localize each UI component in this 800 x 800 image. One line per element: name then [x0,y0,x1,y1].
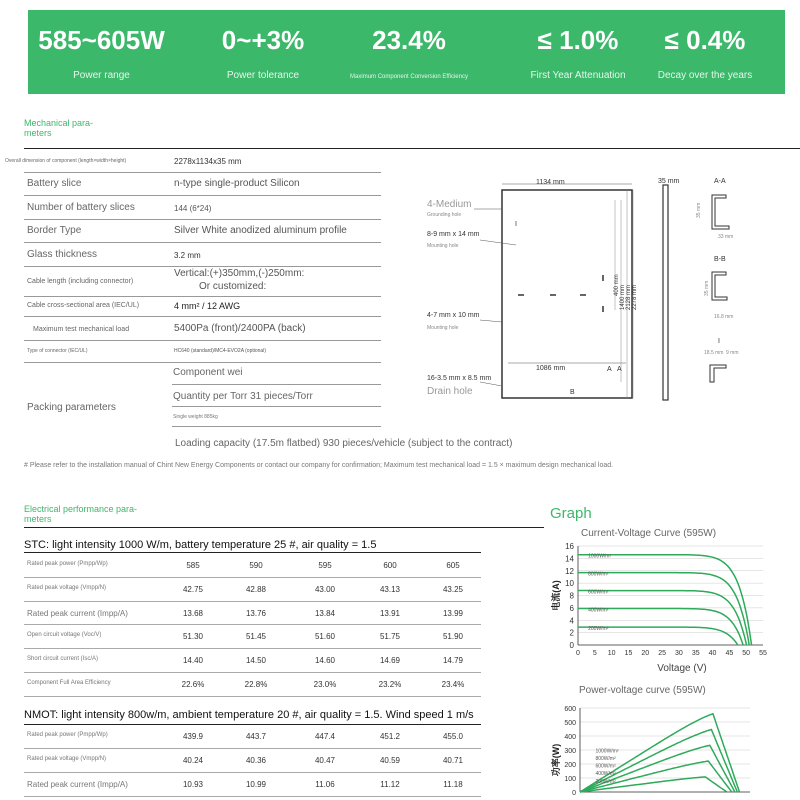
bottom-width-label: 1086 mm [536,365,566,372]
y-tick-label: 16 [565,542,574,551]
packing-item-text: Single weight 885kg [173,414,218,420]
row-value: Silver White anodized aluminum profile [174,225,347,236]
kpi-label: Power tolerance [226,70,300,81]
series-label: 1000W/m² [595,748,619,755]
row-value: 51.30 [182,632,204,642]
row-value: 13.91 [379,608,401,618]
row-value: 13.84 [314,608,336,618]
mechanical-title-line2: meters [24,128,52,138]
mechanical-title-line1: Mechanical para- [24,118,94,128]
kpi-label: Maximum Component Conversion Efficiency [350,74,468,80]
i-dim-a: 18.5 mm [704,350,724,356]
kpi-value: 23.4% [372,25,446,55]
row-key: Border Type [27,225,82,236]
row-value: 14.79 [442,656,464,666]
y-axis-label: 功率(W) [551,743,561,777]
iv-chart [545,538,785,678]
kpi-value: 585~605W [38,25,165,55]
x-tick-label: 55 [759,650,767,657]
height-2278-label: 2278 mm [632,284,638,310]
aa-width: 33 mm [718,234,734,240]
iv-chart-title: Current-Voltage Curve (595W) [581,528,717,539]
row-value: 10.99 [245,780,267,789]
row-value: 11.18 [443,780,463,789]
y-tick-label: 2 [569,628,574,638]
table-row [24,673,481,697]
row-value: 22.8% [244,680,268,689]
mark-a: A [607,366,612,373]
packing-item-text: Quantity per Torr 31 pieces/Torr [173,391,313,402]
series-label: 800W/m² [588,571,609,578]
row-key: Number of battery slices [27,202,135,213]
row-value: 22.6% [181,680,205,689]
series-label: 600W/m² [595,763,616,770]
aa-height: 35 mm [696,202,702,218]
row-value: 40.24 [182,756,204,765]
kpi-value: ≤ 0.4% [664,25,746,55]
row-value: 10.93 [182,780,204,789]
kpi-efficiency [339,25,479,80]
stc-heading: STC: light intensity 1000 W/m, battery temperature 25 #, air quality = 1.5 [24,539,377,551]
y-tick-label: 14 [565,554,574,564]
table-row [24,578,481,602]
row-value: 51.75 [379,632,401,642]
row-value: 40.36 [245,756,267,765]
x-tick-label: 25 [658,650,666,657]
x-tick-label: 20 [641,650,650,657]
kpi-label: Power range [73,70,130,81]
table-rule [24,552,481,553]
packing-item [172,407,381,427]
pv-chart [545,694,785,800]
series-label: 800W/m² [595,756,616,763]
row-value: 43.00 [314,584,336,594]
iv-series-line [578,591,747,646]
packing-item-text: Loading capacity (17.5m flatbed) 930 pieces/vehicle (subject to the contract) [175,438,513,449]
row-value: 13.68 [182,608,204,618]
table-row [24,725,481,749]
y-tick-label: 600 [564,706,576,713]
packing-key: Packing parameters [27,402,116,413]
packing-item [172,385,381,407]
row-value: HC640 (standard)/MC4-EVO2A (optional) [174,348,266,354]
row-value: 14.50 [245,656,267,666]
kpi-value: ≤ 1.0% [537,25,619,55]
row-value: 23.4% [441,680,465,689]
row-value: 51.90 [442,632,464,642]
series-label: 1000W/m² [588,553,612,560]
kpi-power-tolerance [203,25,323,81]
diagram-drawing [420,170,800,410]
table-row [5,150,381,173]
mount2-sub: Mounting hole [427,325,459,331]
y-tick-label: 300 [564,748,576,755]
row-value: 451.2 [379,732,401,741]
series-label: 600W/m² [588,589,609,596]
mark-b: B [570,389,575,396]
row-value: 14.40 [182,656,204,666]
row-value: 2278x1134x35 mm [174,157,242,166]
section-rule [24,527,544,528]
kpi-value: 0~+3% [221,25,305,55]
x-tick-label: 40 [708,650,717,657]
drain-label: 16-3.5 mm x 8.5 mm [427,375,492,382]
mark-a: A [617,366,622,373]
height-2128-label: 2128 mm [626,284,632,310]
kpi-label: Decay over the years [657,70,753,81]
row-value: 585 [186,561,200,570]
mark-i: I [515,221,517,228]
y-axis-label: 电流(A) [551,580,561,611]
table-row [24,602,481,626]
table-row [24,649,481,673]
grounding-sub: Grounding hole [427,212,462,218]
y-tick-label: 10 [565,579,574,589]
row-value: 447.4 [314,732,336,741]
row-key: Type of connector (IEC/UL) [27,348,88,354]
kpi-label: First Year Attenuation [530,70,626,81]
row-value: 40.59 [379,756,401,765]
table-row [24,773,481,797]
row-key: Cable cross-sectional area (IEC/UL) [27,302,140,309]
x-tick-label: 50 [742,650,751,657]
x-tick-label: 45 [725,650,734,657]
row-value: 439.9 [182,732,204,741]
x-tick-label: 15 [624,650,633,657]
y-tick-label: 0 [569,641,574,650]
table-row [24,554,481,578]
drain-sub: Drain hole [427,386,473,397]
grounding-label: 4-Medium [427,199,472,210]
row-key: Rated peak current (Impp/A) [27,608,128,618]
row-value: 11.12 [380,780,400,789]
x-tick-label: 35 [691,650,700,657]
row-key: Maximum test mechanical load [33,326,130,333]
table-row [24,220,381,243]
row-value: Vertical:(+)350mm,(-)250mm: [174,268,305,279]
row-value: 600 [383,561,397,570]
row-key: Overall dimension of component (length×width×height) [5,158,127,164]
y-tick-label: 0 [572,790,576,797]
bb-height: 35 mm [704,280,710,296]
row-value: 13.76 [245,608,267,618]
table-row [24,267,381,297]
mechanical-title [24,118,93,138]
table-row [24,196,381,220]
row-value: 23.2% [378,680,402,689]
nmot-heading: NMOT: light intensity 800w/m, ambient temperature 20 #, air quality = 1.5. Wind speed 1 m/s [24,709,474,721]
table-row [24,625,481,649]
electrical-title [24,504,137,524]
row-value: 13.99 [442,608,464,618]
row-value: 4 mm² / 12 AWG [174,301,241,311]
row-key: Rated peak voltage (Vmpp/N) [27,584,107,591]
thickness-label: 35 mm [658,178,680,185]
height-400-label: 400 mm [614,274,620,296]
series-label: 400W/m² [595,771,616,778]
y-tick-label: 200 [564,762,576,769]
i-dim-b: 9 mm [726,350,739,356]
y-tick-label: 12 [565,566,574,576]
row-key: Rated peak voltage (Vmpp/N) [27,756,107,762]
row-value: 5400Pa (front)/2400PA (back) [174,323,306,334]
row-key: Rated peak current (Impp/A) [27,780,128,789]
graph-title: Graph [550,505,592,522]
mount2-label: 4-7 mm x 10 mm [427,312,480,319]
footnote: # Please refer to the installation manual of Chint New Energy Components or contact our company for confirmation; Maximum test mechanical load = 1.5 × maximum design mechanical load. [24,462,614,469]
packing-item [172,427,513,460]
row-value: 42.88 [245,584,267,594]
width-top-label: 1134 mm [536,179,565,186]
row-value: 43.25 [442,584,464,594]
series-label: 400W/m² [588,607,609,614]
section-rule [24,148,800,149]
row-value: 23.0% [313,680,337,689]
kpi-first-year-attenuation [518,25,638,81]
series-label: 200W/m² [588,626,609,633]
mount1-sub: Mounting hole [427,243,459,249]
x-axis-label: Voltage (V) [657,663,707,674]
row-value: 42.75 [182,584,204,594]
pv-chart-title: Power-voltage curve (595W) [579,685,706,696]
x-tick-label: 10 [607,650,616,657]
y-tick-label: 4 [569,616,574,626]
row-key: Open circuit voltage (Voc/V) [27,632,102,639]
row-value: 590 [249,561,263,570]
row-value: 455.0 [442,732,464,741]
section-bb-label: B-B [714,256,726,263]
stc-table [24,538,481,698]
series-label: 200W/m² [595,778,616,785]
table-row [24,243,381,267]
row-value: n-type single-product Silicon [174,178,300,189]
row-value: 40.47 [314,756,336,765]
section-aa-label: A-A [714,178,726,185]
table-row [24,341,381,363]
row-value: 443.7 [245,732,267,741]
row-value: 595 [318,561,332,570]
y-tick-label: 6 [569,603,574,613]
mount1-label: 8-9 mm x 14 mm [427,231,480,238]
row-value: 605 [446,561,460,570]
row-key: Cable length (including connector) [27,278,134,285]
table-row [24,749,481,773]
row-key: Component Full Area Efficiency [27,680,111,686]
row-value: 11.06 [315,780,335,789]
row-value: 144 (6*24) [174,204,212,213]
row-key: Short circuit current (Isc/A) [27,656,99,663]
detail-i-label: I [718,338,720,345]
y-tick-label: 100 [564,776,576,783]
y-tick-label: 8 [569,591,574,601]
row-value: 51.45 [245,632,267,642]
bb-width: 16.8 mm [714,314,734,320]
kpi-power-range [34,25,169,81]
row-value: 40.71 [442,756,464,765]
row-value-2: Or customized: [199,281,267,292]
kpi-decay [650,25,760,81]
row-value: 14.60 [314,656,336,666]
table-row [24,317,381,341]
row-value: 43.13 [379,584,401,594]
x-tick-label: 30 [675,650,683,657]
packing-item [172,363,381,385]
row-value: 14.69 [379,656,401,666]
row-key: Rated peak power (Pmpp/Wp) [27,732,108,738]
y-tick-label: 500 [564,720,576,727]
kpi-banner [28,10,785,94]
x-tick-label: 5 [592,650,597,657]
height-1400-label: 1400 mm [620,284,626,310]
row-key: Glass thickness [27,249,98,260]
row-key: Rated peak power (Pmpp/Wp) [27,561,108,567]
electrical-title-line1: Electrical performance para- [24,504,138,514]
packing-item-text: Component wei [173,367,243,378]
y-tick-label: 400 [564,734,576,741]
row-key: Battery slice [27,178,82,189]
nmot-table [24,708,481,800]
table-row [24,173,381,196]
dimension-diagram [420,170,800,410]
row-value: 51.60 [314,632,336,642]
row-value: 3.2 mm [174,251,201,260]
x-tick-label: 0 [576,650,580,657]
table-row [24,297,381,317]
electrical-title-line2: meters [24,514,52,524]
